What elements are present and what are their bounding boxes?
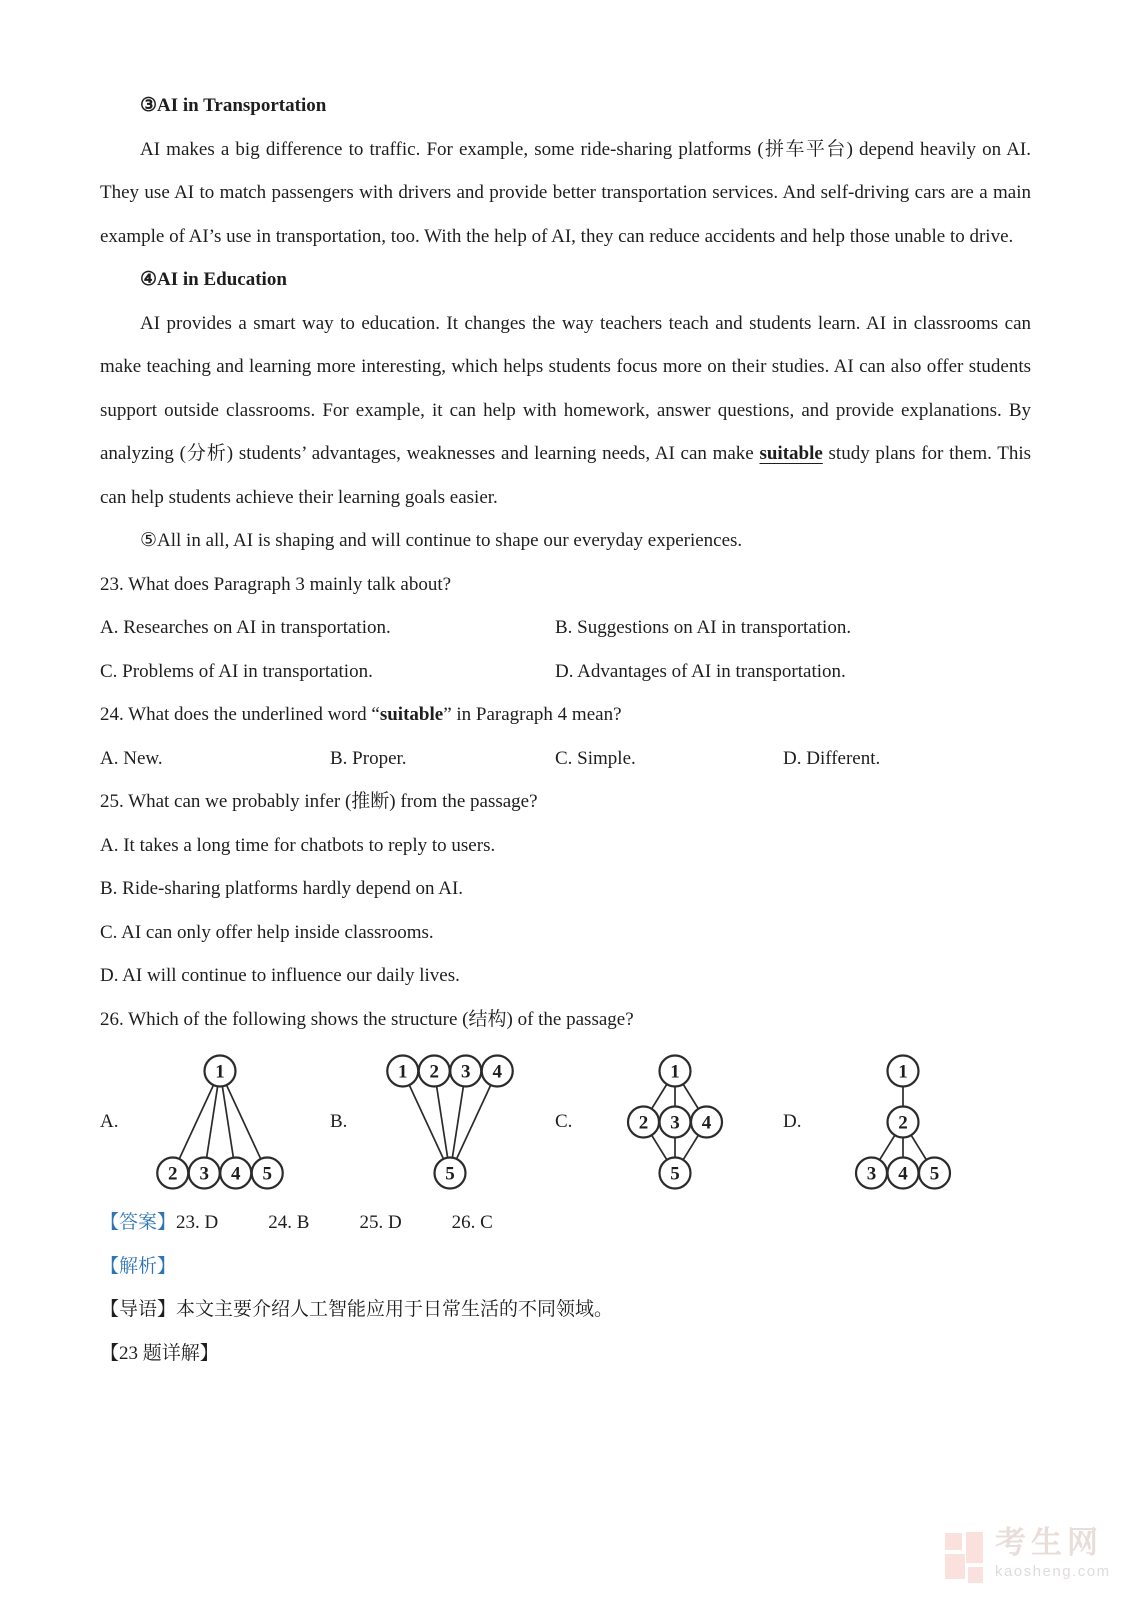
question-24-text-after: ” in Paragraph 4 mean? xyxy=(443,704,622,725)
question-24-text xyxy=(100,693,1031,737)
question-25-text: 25. What can we probably infer (推断) from the passage? xyxy=(100,791,538,812)
answer-item-23: 23. D xyxy=(176,1212,219,1233)
watermark-text xyxy=(995,1512,1111,1580)
daoyu-label: 【导语】 xyxy=(100,1299,177,1320)
passage-heading-4: ④AI in Education xyxy=(140,269,287,290)
structure-option-c xyxy=(555,1048,783,1196)
question-24-bold-word: suitable xyxy=(379,704,444,725)
svg-text:2: 2 xyxy=(429,1061,439,1083)
answer-item-25: 25. D xyxy=(359,1212,402,1233)
svg-text:1: 1 xyxy=(215,1061,225,1083)
question-23-option-a: A. Researches on AI in transportation. xyxy=(100,617,391,638)
svg-text:4: 4 xyxy=(701,1112,712,1134)
para-4-text-after: study plans for them. This can help students achieve their learning goals easier. xyxy=(100,443,1031,508)
structure-diagram-b xyxy=(364,1048,526,1196)
answer-item-24: 24. B xyxy=(268,1212,310,1233)
question-24-option-b: B. Proper. xyxy=(330,747,407,769)
question-23-option-b: B. Suggestions on AI in transportation. xyxy=(555,617,852,638)
structure-diagram-a xyxy=(134,1048,296,1196)
question-25-option-c: C. AI can only offer help inside classrooms. xyxy=(100,921,434,943)
question-26-text: 26. Which of the following shows the structure (结构) of the passage? xyxy=(100,1008,634,1030)
watermark-site-url: kaosheng.com xyxy=(995,1563,1111,1580)
question-23-text: 23. What does Paragraph 3 mainly talk about? xyxy=(100,573,452,595)
svg-text:3: 3 xyxy=(670,1112,680,1134)
svg-text:3: 3 xyxy=(199,1163,209,1185)
question-24-text-before: 24. What does the underlined word “ xyxy=(100,704,380,725)
svg-text:1: 1 xyxy=(898,1061,908,1083)
structure-option-a xyxy=(100,1048,330,1196)
passage-para-5: ⑤All in all, AI is shaping and will continue to shape our everyday experiences. xyxy=(140,530,743,551)
svg-text:4: 4 xyxy=(231,1163,241,1185)
svg-text:4: 4 xyxy=(898,1163,908,1185)
question-23-options xyxy=(100,606,1031,693)
structure-option-d xyxy=(783,1048,1031,1196)
kaosheng-logo-icon xyxy=(945,1532,985,1586)
svg-text:5: 5 xyxy=(670,1163,680,1185)
svg-text:5: 5 xyxy=(929,1163,940,1185)
para-4-underlined-word: suitable xyxy=(759,443,823,464)
svg-text:2: 2 xyxy=(638,1112,649,1134)
svg-text:3: 3 xyxy=(461,1061,471,1083)
svg-text:1: 1 xyxy=(670,1061,680,1083)
svg-text:2: 2 xyxy=(168,1163,178,1185)
detail-23-heading: 【23 题详解】 xyxy=(100,1342,219,1364)
structure-option-c-label: C. xyxy=(555,1111,573,1132)
question-24-option-c: C. Simple. xyxy=(555,747,636,769)
passage-para-4 xyxy=(100,302,1031,520)
kaosheng-watermark xyxy=(945,1512,1111,1586)
svg-text:4: 4 xyxy=(492,1061,502,1083)
question-24-options xyxy=(100,737,1031,781)
structure-option-d-label: D. xyxy=(783,1111,802,1132)
svg-text:3: 3 xyxy=(866,1163,877,1185)
analysis-section xyxy=(100,1245,1031,1289)
analysis-label: 【解析】 xyxy=(100,1255,177,1277)
structure-diagram-c xyxy=(589,1048,751,1196)
question-25-option-d: D. AI will continue to influence our daily lives. xyxy=(100,965,460,986)
passage-heading-3: ③AI in Transportation xyxy=(140,95,327,116)
svg-text:2: 2 xyxy=(898,1112,908,1134)
watermark-site-name: 考生网 xyxy=(995,1525,1103,1560)
answer-key-line xyxy=(100,1201,1031,1245)
question-26-diagrams xyxy=(100,1043,1031,1201)
question-23-option-d: D. Advantages of AI in transportation. xyxy=(555,660,846,682)
svg-text:5: 5 xyxy=(445,1163,455,1185)
question-25-option-a: A. It takes a long time for chatbots to reply to users. xyxy=(100,834,496,856)
para-4-text-before: AI provides a smart way to education. It changes the way teachers teach and students learn. AI in classrooms can make teaching and learning more interesting, which helps students focus more on their studies. AI can also offer students support outside classrooms. For example, it can help with homework, answer questions, and provide explanations. By analyzing (分析) students’ advantages, weaknesses and learning needs, AI can make xyxy=(100,312,1031,464)
daoyu-text: 本文主要介绍人工智能应用于日常生活的不同领域。 xyxy=(176,1299,614,1320)
question-24-option-a: A. New. xyxy=(100,747,163,769)
svg-text:5: 5 xyxy=(262,1163,272,1185)
answer-item-26: 26. C xyxy=(451,1212,493,1233)
daoyu-line xyxy=(100,1288,1031,1332)
answer-key-label: 【答案】 xyxy=(100,1212,177,1233)
question-24-option-d: D. Different. xyxy=(783,747,881,769)
question-25-option-b: B. Ride-sharing platforms hardly depend on AI. xyxy=(100,878,464,899)
structure-diagram-d xyxy=(817,1048,979,1196)
structure-option-b xyxy=(330,1048,555,1196)
question-23-option-c: C. Problems of AI in transportation. xyxy=(100,660,373,682)
svg-text:1: 1 xyxy=(398,1061,408,1083)
structure-option-b-label: B. xyxy=(330,1111,348,1132)
passage-para-3: AI makes a big difference to traffic. For example, some ride-sharing platforms (拼车平台) depend heavily on AI. They use AI to match passengers with drivers and provide better transportation services. And self-driving cars are a main example of AI’s use in transportation, too. With the help of AI, they can reduce accidents and help those unable to drive. xyxy=(100,138,1031,247)
structure-option-a-label: A. xyxy=(100,1111,119,1132)
